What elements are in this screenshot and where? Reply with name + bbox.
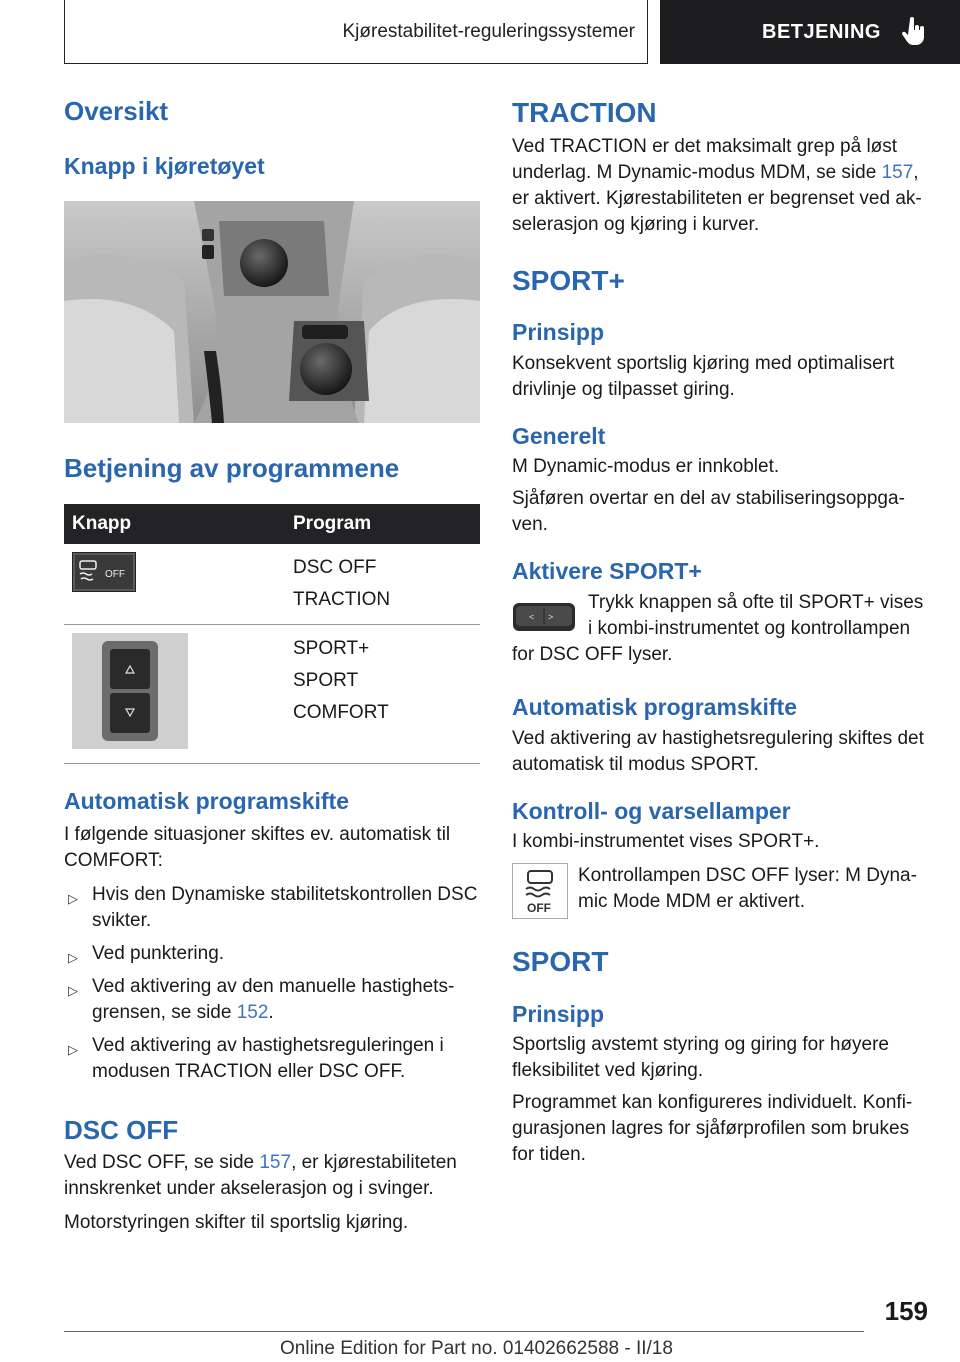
auto-text: Ved aktivering av hastighetsregulering skiftes det automatisk til modus SPORT. (512, 727, 924, 775)
dsc-paragraph (64, 1150, 480, 1202)
lamp-row (512, 863, 928, 919)
dsc-off-indicator-icon (512, 863, 568, 919)
list-item (64, 882, 480, 934)
heading-oversikt: Oversikt (64, 96, 169, 126)
running-header-section (64, 0, 648, 64)
right-column (512, 96, 928, 1168)
heading-traction: TRACTION (512, 97, 657, 128)
program-table (64, 504, 480, 764)
heading-prinsipp-2: Prinsipp (512, 1000, 605, 1027)
dsc-paragraph-2: Motorstyringen skifter til sportslig kjøring. (64, 1211, 409, 1233)
page-link-157[interactable]: 157 (881, 161, 914, 183)
chapter-label: BETJENING (762, 20, 881, 43)
bullet-text: Ved punktering. (92, 942, 225, 964)
triangle-bullet-icon: ▷ (68, 949, 78, 965)
bullet-text: Ved aktivering av den manuelle hastighetsgrensen, se side (92, 975, 455, 1023)
list-item (64, 974, 480, 1026)
footer-edition: Online Edition for Part no. 01402662588 - II/18 (280, 1338, 673, 1359)
chapter-tab (660, 0, 960, 64)
heading-knapp: Knapp i kjøretøyet (64, 153, 265, 180)
table-row (64, 624, 480, 763)
table-cell-icon (64, 544, 285, 625)
table-cell-programs (285, 544, 480, 625)
mode-switch-button-icon (512, 602, 576, 636)
aktivere-text-a: Trykk knappen så ofte til SPORT+ vises i kombi-instrumentet og kontrollampen (588, 591, 924, 639)
hand-pointer-icon (901, 17, 927, 47)
aktivere-row (512, 590, 928, 642)
dsc-text: , er kjørestabiliteten innskrenket under akselerasjon og i svinger. (64, 1151, 457, 1199)
bullet-text: . (268, 1001, 274, 1023)
heading-aktivere: Aktivere SPORT+ (512, 558, 702, 585)
heading-betjening: Betjening av programmene (64, 452, 400, 483)
svg-text:>: > (548, 611, 554, 622)
col-header-program: Program (285, 504, 480, 544)
triangle-bullet-icon: ▷ (68, 890, 78, 906)
heading-sport: SPORT (512, 946, 609, 978)
list-item (64, 1033, 480, 1085)
heading-kontroll: Kontroll- og varsellamper (512, 797, 791, 824)
program-label: TRACTION (293, 588, 391, 610)
prinsipp2-text-b: Programmet kan konfigureres individuelt. Konfigurasjonen lagres for sjåførprofilen som brukes for tiden. (512, 1092, 913, 1166)
list-item (64, 941, 480, 967)
traction-text: , er aktivert. Kjørestabiliteten er begrenset ved akselerasjon og kjøring i kurver. (512, 161, 922, 235)
prinsipp2-text-a: Sportslig avstemt styring og giring for høyere fleksibilitet ved kjøring. (512, 1034, 889, 1082)
program-label: SPORT (293, 669, 359, 691)
col-header-knapp: Knapp (64, 504, 285, 544)
table-cell-icon (64, 624, 285, 763)
heading-dsc-off: DSC OFF (64, 1114, 179, 1145)
svg-text:<: < (529, 611, 535, 622)
triangle-bullet-icon: ▷ (68, 982, 78, 998)
svg-text:OFF: OFF (527, 901, 551, 916)
aktivere-text-c: for DSC OFF lyser. (512, 643, 673, 665)
footer-divider (64, 1331, 864, 1332)
heading-auto-programskifte-2: Automatisk programskifte (512, 693, 798, 720)
bullet-list (64, 882, 480, 1085)
center-console-photo (64, 201, 480, 423)
traction-text: Ved TRACTION er det maksimalt grep på løst underlag. M Dynamic-modus MDM, se side (512, 135, 898, 183)
heading-prinsipp: Prinsipp (512, 319, 605, 346)
dsc-text: Ved DSC OFF, se side (64, 1151, 260, 1173)
heading-generelt: Generelt (512, 422, 606, 449)
mode-rocker-switch-icon (72, 633, 188, 749)
page-link-152[interactable]: 152 (236, 1001, 269, 1023)
prinsipp-text: Konsekvent sportslig kjøring med optimalisert drivlinje og tilpasset giring. (512, 352, 895, 400)
bullet-text: Ved aktivering av hastighetsreguleringen i modusen TRACTION eller DSC OFF. (92, 1034, 444, 1082)
table-cell-programs (285, 624, 480, 763)
section-title: Kjørestabilitet-reguleringssystemer (342, 20, 635, 42)
bullet-text: Hvis den Dynamiske stabilitetskontrollen DSC svikter. (92, 883, 478, 931)
generelt-text-2: Sjåføren overtar en del av stabiliseringsoppgaven. (512, 488, 905, 536)
svg-text:OFF: OFF (105, 568, 125, 580)
kontroll-text: I kombi-instrumentet vises SPORT+. (512, 831, 820, 853)
program-label: DSC OFF (293, 556, 377, 578)
table-row (64, 544, 480, 625)
auto-intro: I følgende situasjoner skiftes ev. automatisk til COMFORT: (64, 823, 451, 871)
program-label: COMFORT (293, 701, 389, 723)
lamp-text: Kontrollampen DSC OFF lyser: M Dynamic Mode MDM er aktivert. (578, 865, 917, 913)
page-link-157[interactable]: 157 (259, 1151, 292, 1173)
traction-paragraph (512, 134, 928, 238)
heading-sport-plus: SPORT+ (512, 264, 625, 296)
triangle-bullet-icon: ▷ (68, 1041, 78, 1057)
page-number: 159 (884, 1296, 928, 1326)
table-header-row (64, 504, 480, 544)
generelt-text-1: M Dynamic-modus er innkoblet. (512, 456, 780, 478)
dsc-off-button-icon (72, 552, 136, 592)
program-label: SPORT+ (293, 637, 370, 659)
heading-auto-programskifte: Automatisk programskifte (64, 787, 350, 814)
left-column (64, 96, 480, 1236)
